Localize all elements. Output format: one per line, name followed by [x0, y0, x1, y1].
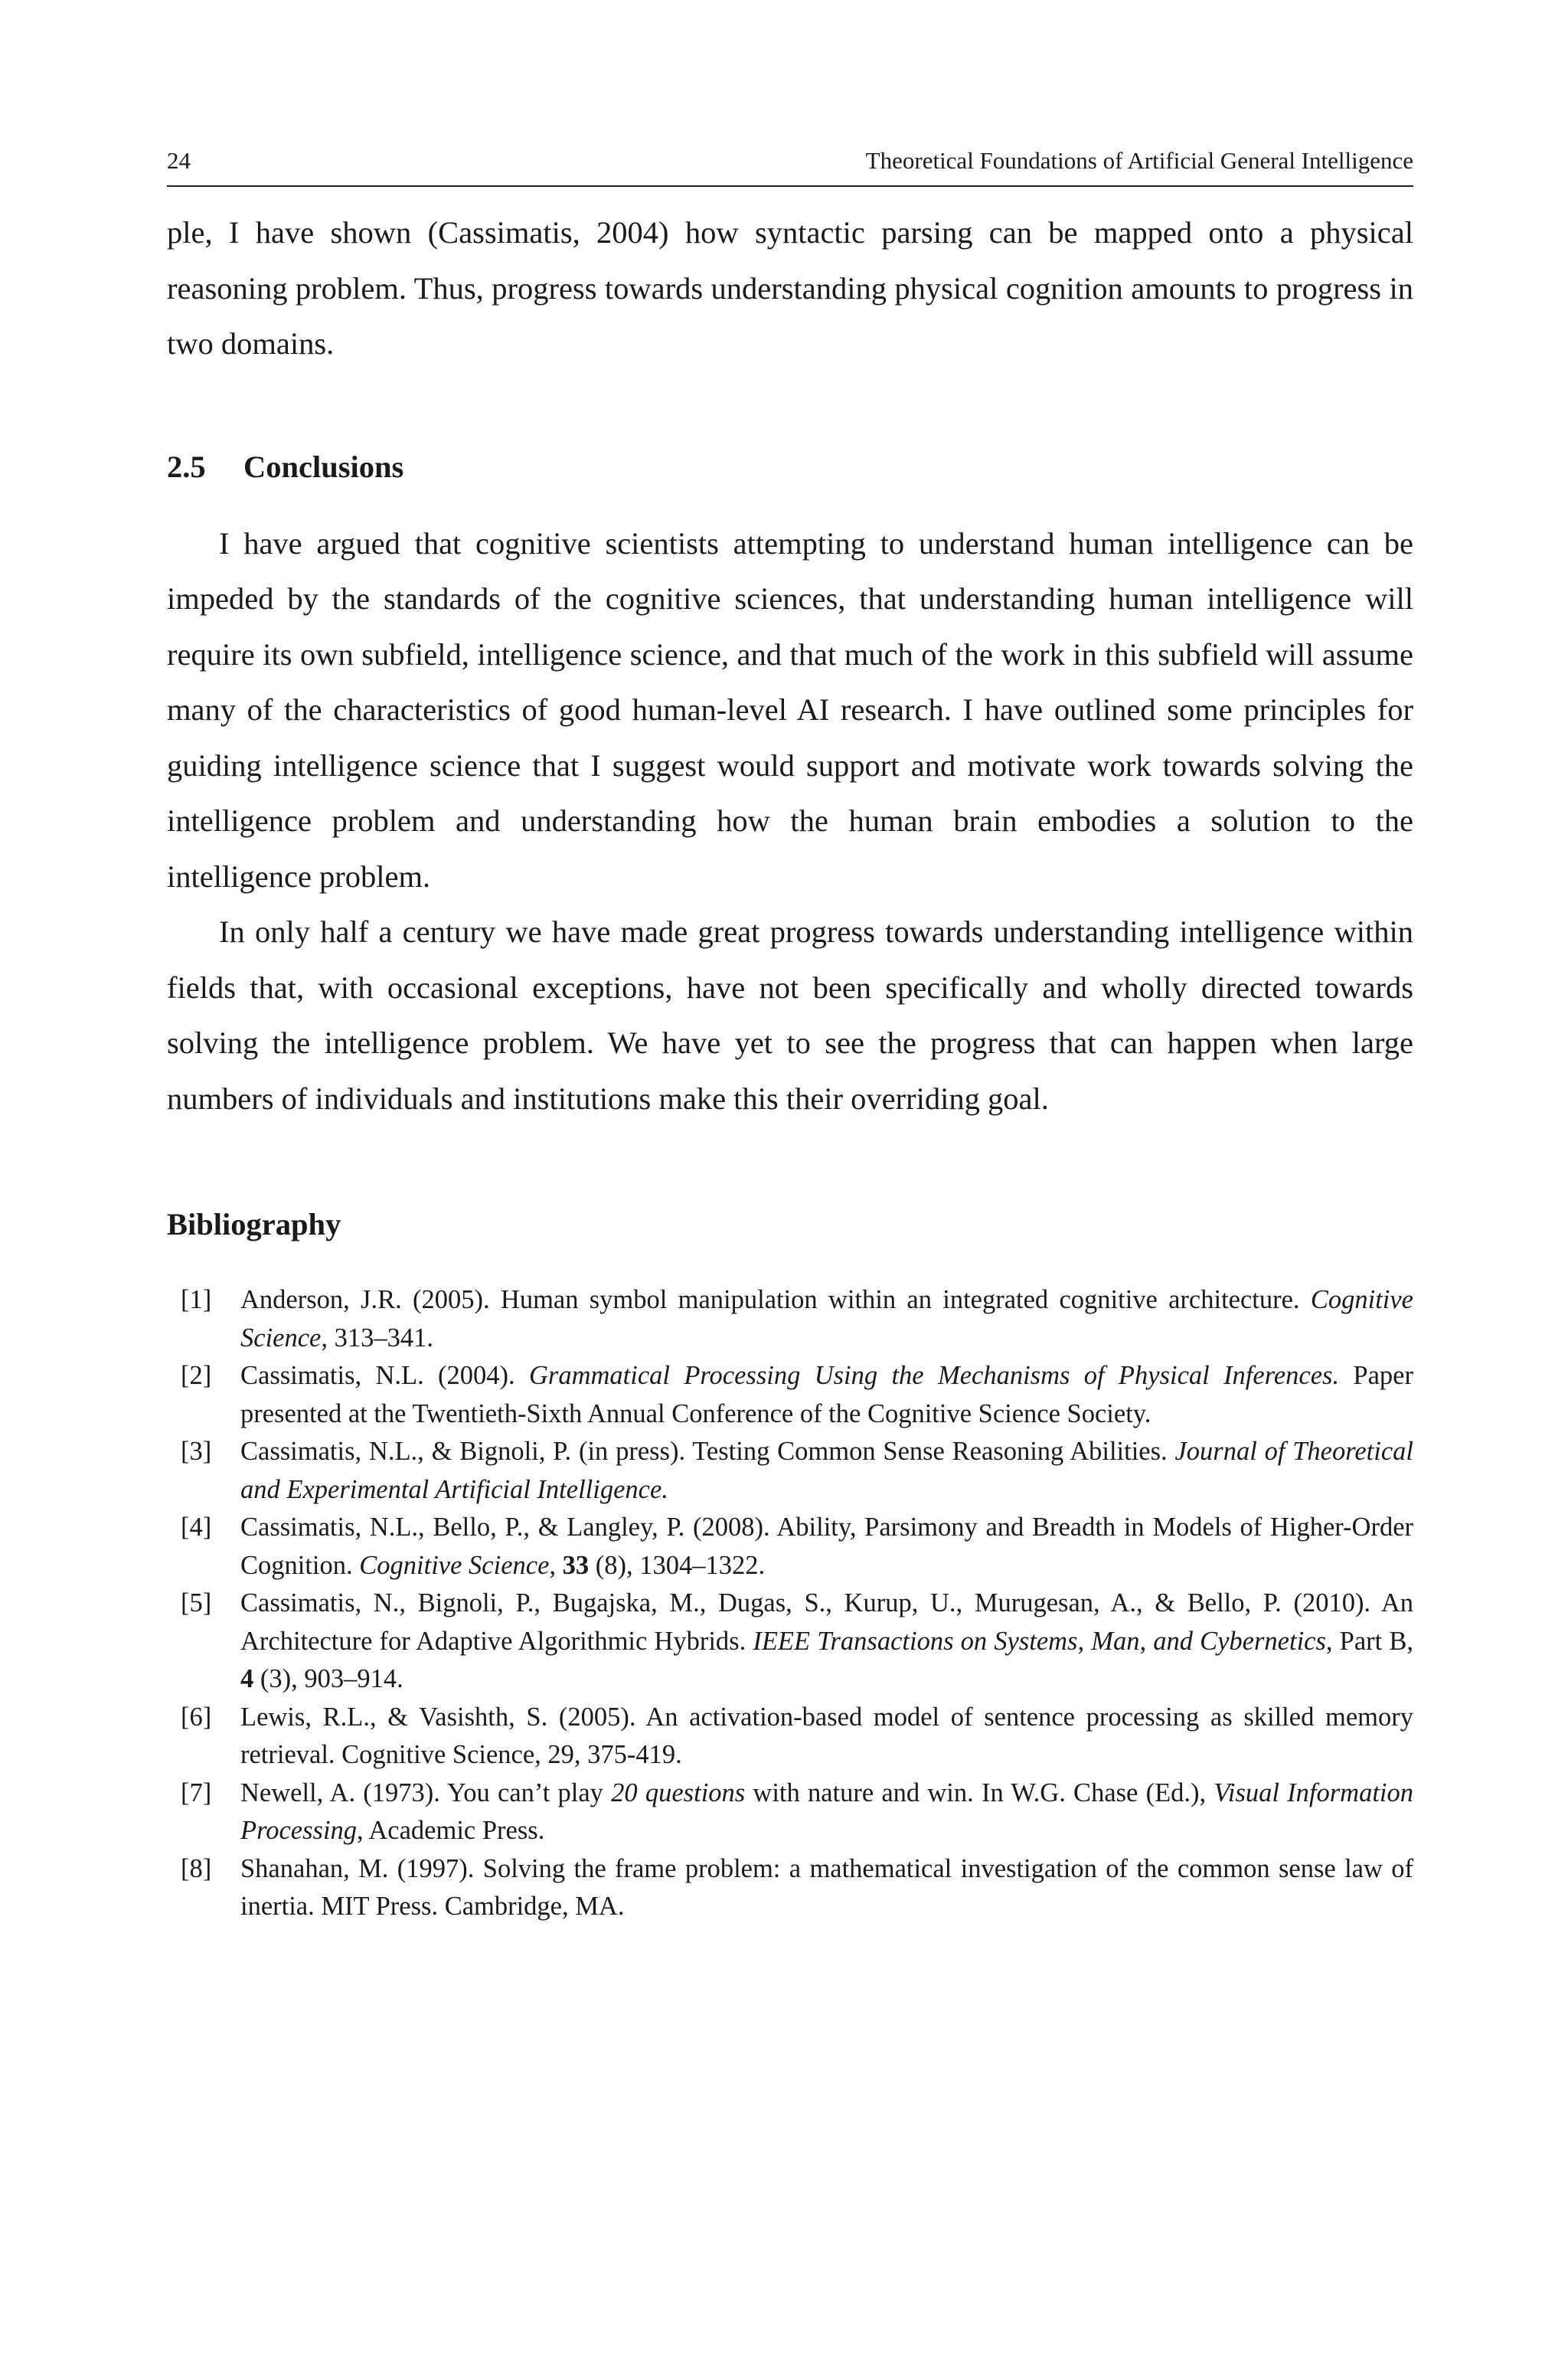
bibliography-label: [1]: [181, 1285, 212, 1314]
bibliography-entry: [167, 1433, 1413, 1509]
bibliography-entry: [167, 1775, 1413, 1850]
bibliography-entry: [167, 1585, 1413, 1699]
bibliography-label: [7]: [181, 1778, 212, 1807]
bibliography-label: [8]: [181, 1853, 212, 1883]
bibliography-label: [3]: [181, 1437, 212, 1466]
bibliography-text: Shanahan, M. (1997). Solving the frame problem: a mathematical investigation of the common sense law of inertia. MIT Press. Cambridge, MA.: [240, 1853, 1413, 1921]
conclusions-paragraph-1: I have argued that cognitive scientists attempting to understand human intelligence can be impeded by the standards of the cognitive sciences, that understanding human intelligence will require its own subfield, intelligence science, and that much of the work in this subfield will assume many of the characteristics of good human-level AI research. I have outlined some principles for guiding intelligence science that I suggest would support and motivate work towards solving the intelligence problem and understanding how the human brain embodies a solution to the intelligence problem.: [167, 525, 1413, 894]
book-page: [167, 146, 1413, 1926]
bibliography-heading: Bibliography: [167, 1207, 341, 1241]
bibliography-entry: [167, 1281, 1413, 1357]
bibliography-text: Cassimatis, N.L., Bello, P., & Langley, P. (2008). Ability, Parsimony and Breadth in Models of Higher-Order Cognition. Cognitive Science, 33 (8), 1304–1322.: [240, 1513, 1413, 1580]
bibliography-text: Anderson, J.R. (2005). Human symbol manipulation within an integrated cognitive architecture. Cognitive Science, 313–341.: [240, 1285, 1413, 1353]
bibliography-label: [2]: [181, 1361, 212, 1390]
bibliography-entry: [167, 1850, 1413, 1926]
bibliography-text: Newell, A. (1973). You can’t play 20 questions with nature and win. In W.G. Chase (Ed.), Visual Information Processing, Academic Press.: [240, 1778, 1413, 1845]
running-head: [167, 146, 1413, 187]
bibliography-label: [4]: [181, 1513, 212, 1542]
section-heading: [167, 449, 1413, 486]
bibliography-text: Cassimatis, N.L. (2004). Grammatical Processing Using the Mechanisms of Physical Inferences. Paper presented at the Twentieth-Sixth Annual Conference of the Cognitive Science Society.: [240, 1361, 1413, 1428]
bibliography-label: [6]: [181, 1702, 212, 1732]
bibliography-text: Cassimatis, N.L., & Bignoli, P. (in press). Testing Common Sense Reasoning Abilities. Journal of Theoretical and Experimental Artificial Intelligence.: [240, 1437, 1414, 1504]
running-title: Theoretical Foundations of Artificial General Intelligence: [865, 147, 1413, 174]
bibliography-entry: [167, 1509, 1413, 1585]
bibliography-text: Cassimatis, N., Bignoli, P., Bugajska, M., Dugas, S., Kurup, U., Murugesan, A., & Bello, P. (2010). An Architecture for Adaptive Algorithmic Hybrids. IEEE Transactions on Systems, Man, and Cybernetics, Part B, 4 (3), 903–914.: [240, 1588, 1413, 1693]
bibliography-list: [167, 1281, 1413, 1926]
bibliography-entry: [167, 1699, 1413, 1775]
section-title: Conclusions: [243, 449, 404, 484]
section-number: 2.5: [167, 449, 206, 484]
bibliography-entry: [167, 1357, 1413, 1433]
conclusions-paragraph-2: In only half a century we have made great progress towards understanding intelligence within fields that, with occasional exceptions, have not been specifically and wholly directed towards solving the intelligence problem. We have yet to see the progress that can happen when large numbers of individuals and institutions make this their overriding goal.: [167, 914, 1413, 1116]
continuation-paragraph: ple, I have shown (Cassimatis, 2004) how syntactic parsing can be mapped onto a physical reasoning problem. Thus, progress towards understanding physical cognition amounts to progress in two domains.: [167, 215, 1413, 361]
bibliography-label: [5]: [181, 1588, 212, 1617]
bibliography-text: Lewis, R.L., & Vasishth, S. (2005). An activation-based model of sentence processing as skilled memory retrieval. Cognitive Science, 29, 375-419.: [240, 1702, 1413, 1769]
page-number: 24: [167, 147, 191, 174]
